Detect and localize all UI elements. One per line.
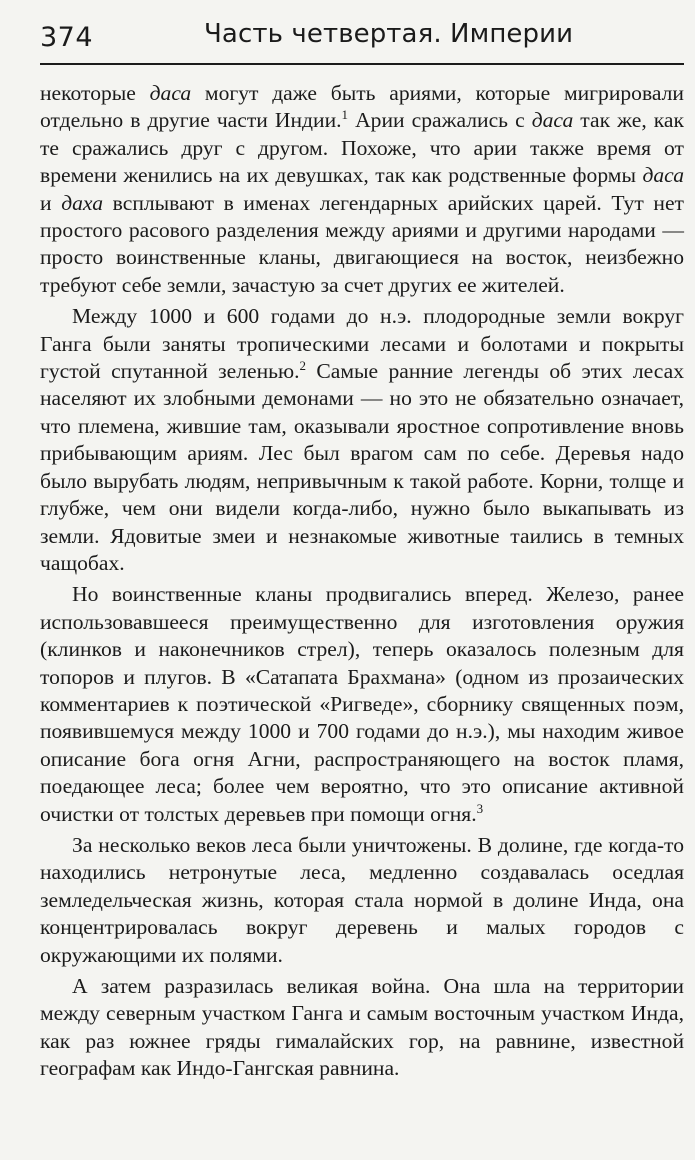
- italic-term: даса: [642, 163, 684, 188]
- text-run: могут даже быть ариями, которые мигрировали отдельно в другие части Индии.: [40, 81, 684, 133]
- header-rule: [40, 63, 684, 65]
- text-run: Самые ранние легенды об этих лесах населяют их злобными демонами — но это не обязательно означает, что племена, жившие там, оказывали яростное сопротивление вновь прибывающим ариям. Лес был врагом сам по себе. Деревья надо было вырубать людям, непривычным к такой работе. Корни, толще и глубже, чем они видели когда-либо, нужно было выкапывать из земли. Ядовитые змеи и незнакомые животные таились в темных чащобах.: [40, 359, 684, 575]
- page-number: 374: [40, 22, 94, 53]
- text-run: Арии сражались с: [348, 108, 532, 133]
- text-run: всплывают в именах легендарных арийских царей. Тут нет простого расового разделения между ариями и другими народами — просто воинственные кланы, двигающиеся на восток, неизбежно требуют себе земли, зачастую за счет других ее жителей.: [40, 190, 684, 297]
- text-run: так же, как те сражались друг с другом. Похоже, что арии также время от времени женились на их девушках, так как родственные формы: [40, 108, 684, 188]
- text-run: и: [40, 190, 62, 215]
- body-text: [40, 80, 684, 1087]
- running-head: [40, 18, 685, 58]
- text-run: некоторые: [40, 81, 150, 105]
- text-run: Между 1000 и 600 годами до н.э. плодородные земли вокруг Ганга были заняты тропическими лесами и болотами и покрыты густой спутанной зеленью.: [40, 304, 684, 384]
- italic-term: даха: [61, 190, 104, 215]
- paragraph-2: [40, 303, 684, 577]
- text-run: За несколько веков леса были уничтожены. В долине, где когда-то находились нетронутые леса, медленно создавалась оседлая земледельческая жизнь, которая стала нормой в долине Инда, она концентрировалась вокруг деревень и малых городов с окружающими их полями.: [40, 832, 684, 967]
- paragraph-5: [40, 973, 684, 1083]
- italic-term: даса: [149, 81, 192, 105]
- italic-term: даса: [531, 108, 574, 133]
- text-run: А затем разразилась великая война. Она шла на территории между северным участком Ганга и самым восточным участком Инда, как раз южнее гряды гималайских гор, на равнине, известной географам как Индо-Гангская равнина.: [40, 974, 684, 1081]
- paragraph-4: [40, 832, 684, 969]
- paragraph-3: [40, 581, 684, 828]
- running-title: Часть четвертая. Империи: [204, 19, 574, 49]
- footnote-ref: 3: [476, 800, 484, 816]
- text-run: Но воинственные кланы продвигались вперед. Железо, ранее использовавшееся преимущественно для изготовления оружия (клинков и наконечников стрел), теперь оказалось полезным для топоров и плугов. В «Сатапата Брахмана» (одном из прозаических комментариев к поэтической «Ригведе», сборнику священных поэм, появившемуся между 1000 и 700 годами до н.э.), мы находим живое описание бога огня Агни, распространяющего на восток пламя, поедающее леса; более чем вероятно, что это описание активной очистки от толстых деревьев при помощи огня.: [40, 582, 684, 826]
- footnote-ref: 2: [299, 357, 307, 373]
- footnote-ref: 1: [341, 107, 349, 123]
- paragraph-1: [40, 80, 684, 299]
